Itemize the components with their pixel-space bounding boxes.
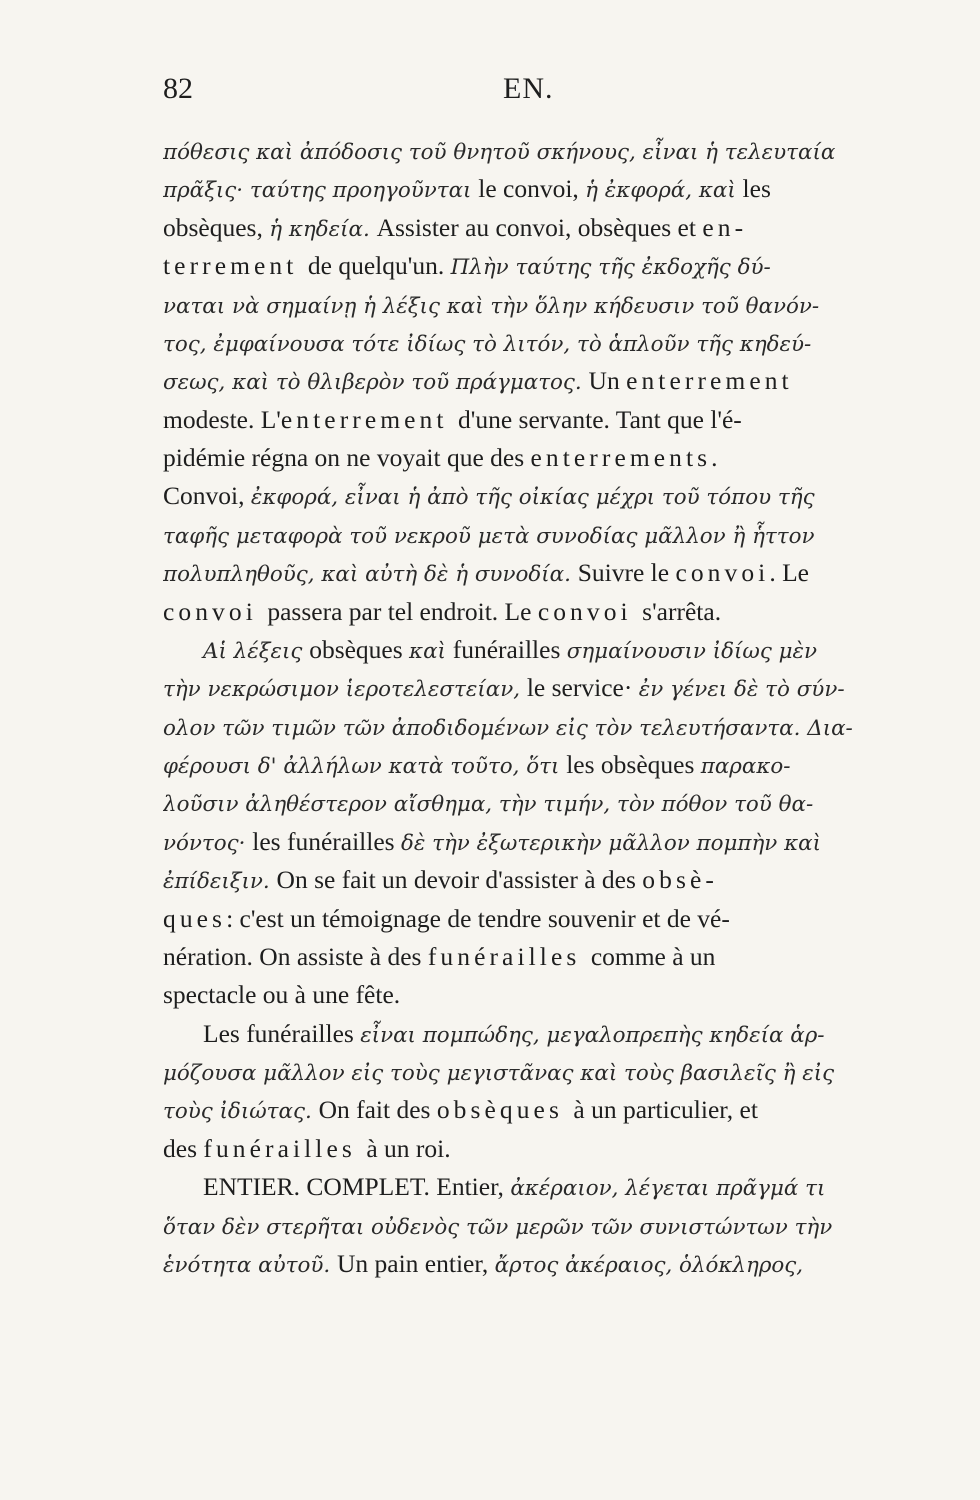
text-segment: ὅταν δὲν στερῆται οὐδενὸς τῶν μερῶν τῶν συνιστώντων τὴν <box>163 1214 833 1240</box>
text-line <box>163 324 875 362</box>
text-segment: ques <box>163 903 227 933</box>
text-segment: ἐν γένει δὲ τὸ σύν- <box>638 677 845 703</box>
text-line <box>163 708 875 746</box>
text-segment: ἑνότητα αὐτοῦ. <box>163 1252 337 1278</box>
text-segment: terrement <box>163 251 308 281</box>
text-segment: comme à un <box>590 941 716 971</box>
text-segment: Les funérailles <box>203 1018 361 1048</box>
text-segment: καὶ <box>409 638 453 664</box>
text-segment: μόζουσα μᾶλλον εἰς τοὺς μεγιστᾶνας καὶ τοὺς βασιλεῖς ἢ εἰς <box>163 1061 835 1086</box>
text-segment: On se fait un devoir d'assister à des <box>276 865 643 895</box>
text-segment: τοὺς ἰδιώτας. <box>163 1099 319 1125</box>
text-segment: σεως, καὶ τὸ θλιβερὸν τοῦ πράγματος. <box>163 370 589 396</box>
text-segment: les funérailles <box>252 826 401 856</box>
text-segment: εἶναι πομπώδης, μεγαλοπρεπὴς κηδεία ἁρ- <box>360 1022 825 1048</box>
text-segment: πρᾶξις· ταύτης προηγοῦνται <box>163 178 479 204</box>
text-segment: le convoi, <box>478 174 586 204</box>
text-segment: obsèques <box>436 1095 574 1125</box>
text-line <box>163 247 875 285</box>
text-line <box>163 631 875 669</box>
text-line <box>163 362 875 400</box>
text-segment: enterrement <box>626 366 793 396</box>
text-segment: des <box>163 1133 204 1163</box>
text-segment: πόθεσις καὶ ἀπόδοσις τοῦ θνητοῦ σκήνους, εἶναι ἡ τελευταία <box>163 140 836 165</box>
text-line <box>163 900 875 938</box>
text-line <box>163 209 875 247</box>
text-segment: Πλὴν ταύτης τῆς ἐκδοχῆς δύ- <box>450 255 771 281</box>
text-segment: : c'est un témoignage de tendre souvenir et de vé- <box>226 903 730 933</box>
text-segment: παρακο- <box>700 754 791 779</box>
text-segment: ENTIER. COMPLET. <box>203 1172 437 1202</box>
text-line <box>163 1245 875 1283</box>
text-segment: pidémie régna on ne voyait que des <box>163 443 531 472</box>
text-segment: τος, ἐμφαίνουσα τότε ἰδίως τὸ λιτόν, τὸ ἁπλοῦν τῆς κηδεύ- <box>163 331 812 357</box>
text-segment: ολον τῶν τιμῶν τῶν ἀποδιδομένων εἰς τὸν τελευτήσαντα. Δια- <box>163 715 853 741</box>
text-segment: à un roi. <box>366 1133 451 1163</box>
text-segment: de quelqu'un. <box>307 251 451 281</box>
text-line <box>163 554 875 592</box>
text-line <box>163 132 875 170</box>
text-segment: convoi <box>675 558 770 588</box>
text-segment: ἀκέραιον, λέγεται πρᾶγμά τι <box>510 1176 826 1202</box>
text-segment: les obsèques <box>566 750 701 779</box>
text-segment: d'une servante. Tant que l'é- <box>458 404 742 434</box>
text-line <box>163 477 875 515</box>
text-line <box>163 976 875 1014</box>
text-segment: ταφῆς μεταφορὰ τοῦ νεκροῦ μετὰ συνοδίας μᾶλλον ἢ ἧττον <box>163 523 815 549</box>
text-line <box>163 516 875 554</box>
text-segment: ἡ κηδεία. <box>269 216 377 242</box>
text-segment: On fait des <box>318 1095 437 1125</box>
text-line <box>163 669 875 707</box>
text-segment: φέρουσι δ' ἀλλήλων κατὰ τοῦτο, ὅτι <box>163 754 567 779</box>
text-segment: obsèques <box>309 634 410 664</box>
text-segment: ναται νὰ σημαίνῃ ἡ λέξις καὶ τὴν ὅλην κήδευσιν τοῦ θανόν- <box>163 293 820 319</box>
text-segment: funérailles <box>452 634 567 664</box>
text-line <box>163 823 875 861</box>
text-line <box>163 861 875 899</box>
text-segment: Un pain entier, <box>336 1248 495 1278</box>
text-segment: modeste. L' <box>163 404 281 434</box>
text-segment: enterrements. <box>530 443 722 472</box>
text-segment: σημαίνουσιν ἰδίως μὲν <box>566 638 818 664</box>
body-text <box>163 132 875 1283</box>
text-segment: λοῦσιν ἀληθέστερον αἴσθημα, τὴν τιμήν, τὸν πόθον τοῦ θα- <box>163 792 814 818</box>
text-segment: ἐκφορά, εἶναι ἡ ἀπὸ τῆς οἰκίας μέχρι τοῦ τόπου τῆς <box>250 485 815 511</box>
text-line <box>163 170 875 208</box>
page-header <box>163 72 872 112</box>
text-segment: δὲ τὴν ἐξωτερικὴν μᾶλλον πομπὴν καὶ <box>400 830 822 856</box>
text-line <box>163 784 875 822</box>
text-segment: en- <box>702 212 748 242</box>
text-line <box>163 746 875 784</box>
text-segment: ἐπίδειξιν. <box>163 869 277 895</box>
text-segment: funérailles <box>203 1133 367 1163</box>
text-segment: Un <box>588 366 627 396</box>
text-segment: funérailles <box>427 941 591 971</box>
text-line <box>163 1207 875 1245</box>
text-segment: s'arrêta. <box>642 596 722 626</box>
text-line <box>163 938 875 976</box>
text-segment: obsèques, <box>163 212 270 242</box>
text-segment: τὴν νεκρώσιμον ἱεροτελεστείαν, <box>163 677 527 703</box>
text-segment: les <box>742 174 771 204</box>
text-segment: . Le <box>769 558 809 588</box>
text-segment: spectacle ou à une fête. <box>163 980 401 1010</box>
text-line <box>163 286 875 324</box>
text-segment: πολυπληθοῦς, καὶ αὐτὴ δὲ ἡ συνοδία. <box>163 562 578 588</box>
text-segment: convoi <box>537 596 643 626</box>
text-segment: Entier, <box>436 1172 511 1202</box>
text-segment: Suivre le <box>577 558 676 588</box>
text-segment: obsè- <box>642 865 718 895</box>
text-segment: νόντος· <box>163 830 253 856</box>
text-line <box>163 1091 875 1129</box>
text-line <box>163 401 875 439</box>
text-segment: ἄρτος ἀκέραιος, ὁλόκληρος, <box>494 1252 804 1278</box>
text-segment: Αἱ λέξεις <box>203 638 310 664</box>
text-segment: Convoi, <box>163 481 251 511</box>
text-segment: à un particulier, et <box>573 1095 758 1125</box>
text-segment: nération. On assiste à des <box>163 941 428 971</box>
text-segment: convoi <box>163 596 268 626</box>
text-segment: passera par tel endroit. Le <box>267 596 538 626</box>
text-segment: Assister au convoi, obsèques et <box>376 212 703 242</box>
page-number: 82 <box>163 72 193 105</box>
text-segment: le service· <box>526 673 639 703</box>
text-segment: ἡ ἐκφορά, καὶ <box>585 178 743 204</box>
text-line <box>163 1130 875 1168</box>
text-line <box>163 1053 875 1091</box>
text-line <box>163 593 875 631</box>
running-head: EN. <box>503 72 554 105</box>
text-segment: enterrement <box>280 404 459 434</box>
text-line <box>163 1015 875 1053</box>
text-line <box>163 439 875 477</box>
text-line <box>163 1168 875 1206</box>
